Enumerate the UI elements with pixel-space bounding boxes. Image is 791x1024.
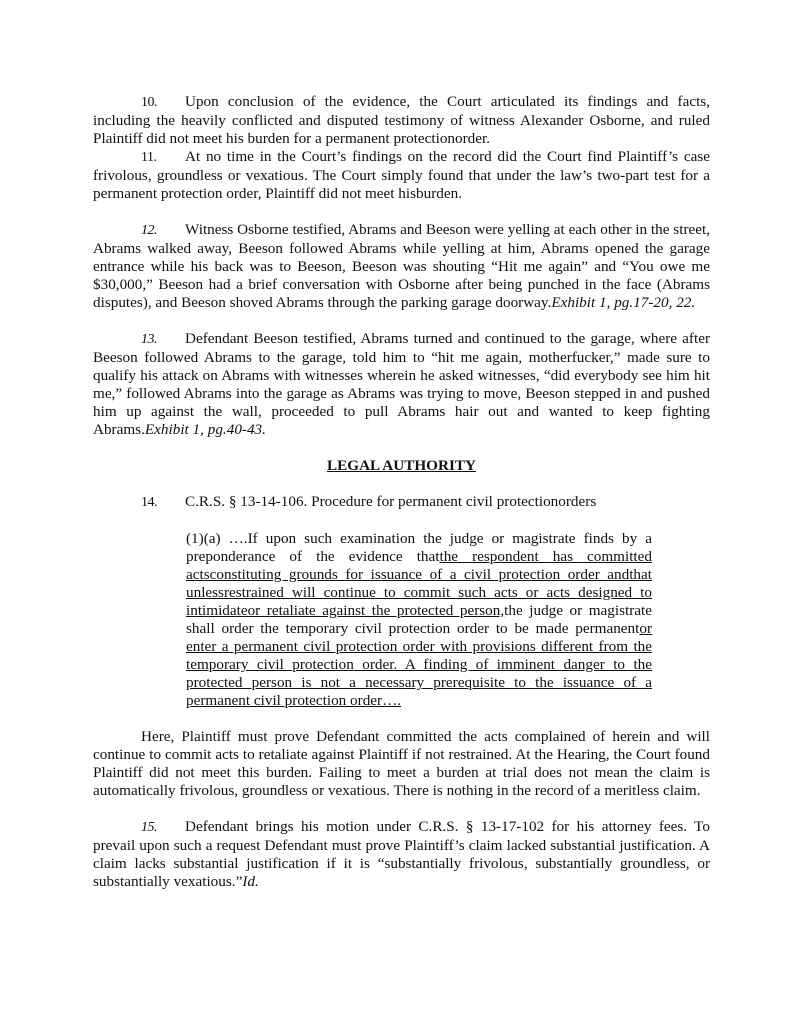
- paragraph-number: 12.: [141, 223, 157, 238]
- paragraph-number: 13.: [141, 332, 157, 347]
- id-citation: Id.: [242, 873, 259, 890]
- statute-title: C.R.S. § 13-14-106. Procedure for permanent civil protectionorders: [185, 493, 597, 510]
- paragraph-14: [93, 493, 710, 512]
- paragraph-text: Witness Osborne testified, Abrams and Beeson were yelling at each other in the street, Abrams walked away, Beeson followed Abrams while yelling at him, Abrams opened the garage entrance while his back was to Beeson, Beeson was shouting “Hit me again” and “You owe me $30,000,” Beeson had a brief conversation with Osborne after being punched in the face (Abrams disputes), and Beeson shoved Abrams through the parking garage doorway.: [93, 221, 710, 311]
- paragraph-number: 14.: [141, 495, 157, 510]
- paragraph-11: [93, 148, 710, 203]
- paragraph-12: [93, 221, 710, 312]
- quote-underlined-text: or enter a permanent civil protection order with provisions different from the temporary civil protection order. A finding of imminent danger to the protected person is not a necessary prerequisite to the issuance of a permanent civil protection order….: [186, 620, 652, 709]
- paragraph-number: 11.: [141, 150, 157, 165]
- paragraph-here: [93, 728, 710, 800]
- paragraph-number: 10.: [141, 95, 157, 110]
- paragraph-text: Defendant Beeson testified, Abrams turned and continued to the garage, where after Beeson followed Abrams to the garage, told him to “hit me again, motherfucker,” made sure to qualify his attack on Abrams with witnesses wherein he asked witnesses, “did everybody see him hit me,” followed Abrams into the garage as Abrams was trying to move, Beeson stepped in and pushed him up against the wall, proceeded to pull Abrams hair out and wanted to keep fighting Abrams.: [93, 330, 710, 438]
- quote-text: the judge or magistrate shall order the temporary civil protection order to be made permanent: [186, 602, 652, 637]
- paragraph-text: Here, Plaintiff must prove Defendant committed the acts complained of herein and will continue to commit acts to retaliate against Plaintiff if not restrained. At the Hearing, the Court found Plaintiff did not meet this burden. Failing to meet a burden at trial does not mean the claim is automatically frivolous, groundless or vexatious. There is nothing in the record of a meritless claim.: [93, 728, 710, 799]
- section-heading: LEGAL AUTHORITY: [327, 457, 476, 474]
- paragraph-text: Defendant brings his motion under C.R.S. § 13-17-102 for his attorney fees. To prevail upon such a request Defendant must prove Plaintiff’s claim lacked substantial justification. A claim lacks substantial justification if it is “substantially frivolous, substantially groundless, or substantially vexatious.”: [93, 818, 710, 890]
- statute-block-quote: [186, 530, 652, 710]
- quote-text: (1)(a) ….If upon such examination the judge or magistrate finds by a preponderance of the evidence that: [186, 530, 652, 565]
- paragraph-10: [93, 93, 710, 148]
- document-page: [93, 93, 710, 891]
- paragraph-text: At no time in the Court’s findings on the record did the Court find Plaintiff’s case frivolous, groundless or vexatious. The Court simply found that under the law’s two-part test for a permanent protection order, Plaintiff did not meet hisburden.: [93, 148, 710, 202]
- exhibit-citation: Exhibit 1, pg.40-43.: [144, 421, 266, 438]
- paragraph-13: [93, 330, 710, 439]
- paragraph-number: 15.: [141, 820, 157, 835]
- paragraph-text: Upon conclusion of the evidence, the Court articulated its findings and facts, including the heavily conflicted and disputed testimony of witness Alexander Osborne, and ruled Plaintiff did not meet his burden for a permanent protectionorder.: [93, 93, 710, 147]
- exhibit-citation: Exhibit 1, pg.17-20, 22.: [551, 294, 696, 311]
- paragraph-15: [93, 818, 710, 891]
- quote-underlined-text: the respondent has committed actsconstituting grounds for issuance of a civil protection order andthat unlessrestrained will continue to commit such acts or acts designed to intimidateor retaliate against the protected person,: [186, 548, 652, 619]
